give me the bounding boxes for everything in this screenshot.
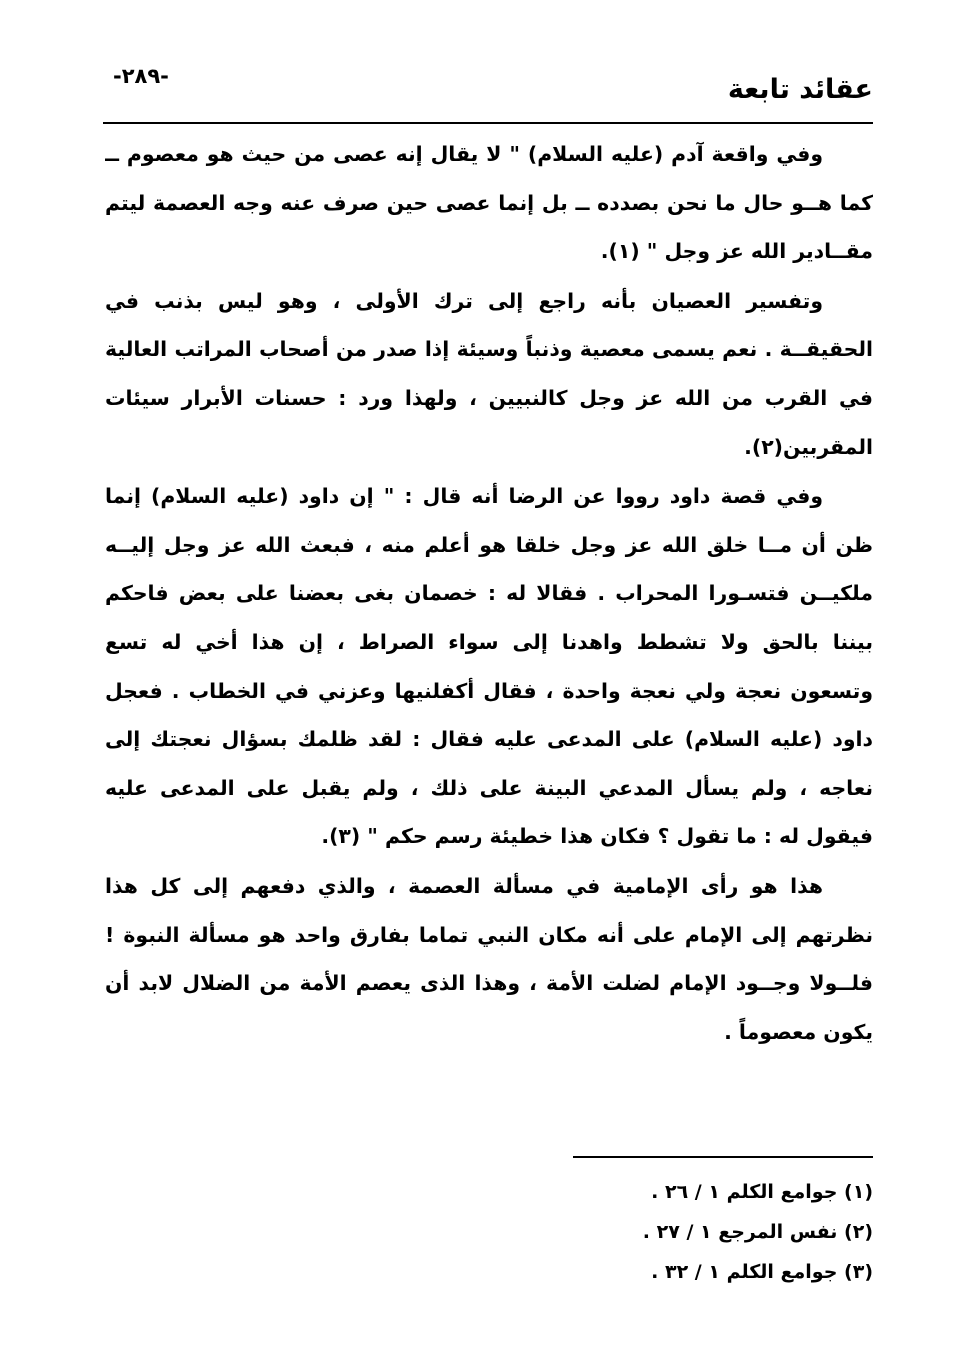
running-header	[105, 62, 873, 120]
paragraph-dawud: وفي قصة داود رووا عن الرضا أنه قال : " إن داود (عليه السلام) إنما ظن أن مــا خلق الله عز وجل خلقا هو أعلم منه ، فبعث الله عز وجل إليــه ملكيــن فتسـورا المحراب . فقالا له : خصمان بغى بعضنا على بعض فاحكم بيننا بالحق ولا تشطط واهدنا إلى سواء الصراط ، إن هذا أخي له تسع وتسعون نعجة ولي نعجة واحدة ، فقال أكفلنيها وعزني في الخطاب . فعجل داود (عليه السلام) على المدعى عليه فقال : لقد ظلمك بسؤال نعجتك إلى نعاجه ، ولم يسأل المدعي البينة على ذلك ، ولم يقبل على المدعى عليه فيقول له : ما تقول ؟ فكان هذا خطيئة رسم حكم " (٣).	[105, 484, 873, 849]
footnote-2: (٢) نفس المرجع ١ / ٢٧ .	[642, 1221, 873, 1243]
book-title: عقائد تابعة	[727, 74, 873, 105]
header-divider	[103, 122, 873, 124]
footnote-divider	[573, 1156, 873, 1158]
main-text	[105, 130, 873, 1060]
paragraph-imamiyya: هذا هو رأى الإمامية في مسألة العصمة ، والذي دفعهم إلى كل هذا نظرتهم إلى الإمام على أنه مكان النبي تماما بفارق واحد هو مسألة النبوة ! فلــولا وجــود الإمام لضلت الأمة ، وهذا الذى يعصم الأمة من الضلال لابد أن يكون معصوماً .	[105, 873, 873, 1044]
paragraph-disobedience: وتفسير العصيان بأنه راجع إلى ترك الأولى ، وهو ليس بذنب في الحقيقــة . نعم يسمى معصية وذنباً وسيئة إذا صدر من أصحاب المراتب العالية في القرب من الله عز وجل كالنبيين ، ولهذا ورد : حسنات الأبرار سيئات المقربين(٢).	[105, 288, 873, 459]
paragraph-imams	[105, 1057, 873, 1060]
footnote-1: (١) جوامع الكلم ١ / ٢٦ .	[651, 1181, 873, 1203]
footnote-3: (٣) جوامع الكلم ١ / ٣٢ .	[651, 1261, 873, 1283]
footnotes	[553, 1172, 873, 1292]
paragraph-adam: وفي واقعة آدم (عليه السلام) " لا يقال إنه عصى من حيث هو معصوم ــ كما هــو حال ما نحن بصدده ــ بل إنما عصى حين صرف عنه وجه العصمة ليتم مقــادير الله عز وجل " (١).	[105, 142, 873, 264]
page-number: -٢٨٩-	[113, 64, 169, 88]
